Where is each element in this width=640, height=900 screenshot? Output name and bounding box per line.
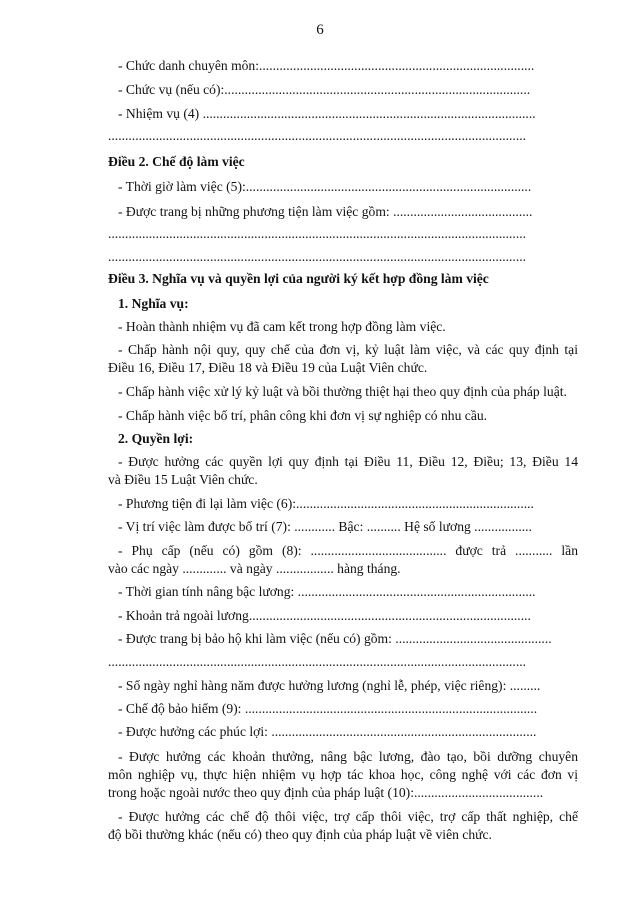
field-vi-tri-viec-lam: - Vị trí việc làm được bố trí (7): ............ Bậc: .......... Hệ số lương ................. [118, 519, 532, 534]
dotted-line: ........................................................................................................................... [108, 226, 527, 241]
field-phu-cap-cont: vào các ngày ............. và ngày ................. hàng tháng. [108, 561, 401, 576]
right-item: - Được hưởng các quyền lợi quy định tại Điều 11, Điều 12, Điều; 13, Điều 14 [118, 454, 578, 469]
heading-dieu-3: Điều 3. Nghĩa vụ và quyền lợi của người ký kết hợp đồng làm việc [108, 271, 489, 286]
heading-nghia-vu: 1. Nghĩa vụ: [118, 296, 189, 311]
field-phuc-loi: - Được hưởng các phúc lợi: .............................................................................. [118, 724, 537, 739]
obligation-item: - Hoàn thành nhiệm vụ đã cam kết trong hợp đồng làm việc. [118, 319, 446, 334]
heading-quyen-loi: 2. Quyền lợi: [118, 431, 194, 446]
field-phu-cap: - Phụ cấp (nếu có) gồm (8): ........................................ được trả ........... lần [118, 543, 578, 558]
field-chuc-danh: - Chức danh chuyên môn:................................................................................. [118, 58, 535, 73]
right-item: - Được hưởng các chế độ thôi việc, trợ cấp thôi việc, trợ cấp thất nghiệp, chế [118, 809, 578, 824]
dotted-line: ........................................................................................................................... [108, 249, 527, 264]
field-phuong-tien: - Được trang bị những phương tiện làm việc gồm: ......................................... [118, 204, 533, 219]
field-chuc-vu: - Chức vụ (nếu có):.......................................................................................... [118, 82, 531, 97]
obligation-item: - Chấp hành việc xử lý kỷ luật và bồi thường thiệt hại theo quy định của pháp luật. [118, 384, 567, 399]
field-nhiem-vu: - Nhiệm vụ (4) .................................................................................................. [118, 106, 536, 121]
field-phuong-tien-di-lai: - Phương tiện đi lại làm việc (6):...................................................................... [118, 496, 534, 511]
field-khoan-tra: - Khoản trả ngoài lương................................................................................... [118, 608, 531, 623]
right-item: - Được hưởng các khoản thưởng, nâng bậc lương, đào tạo, bồi dưỡng chuyên [118, 749, 578, 764]
right-item-cont: và Điều 15 Luật Viên chức. [108, 472, 258, 487]
field-nang-bac: - Thời gian tính nâng bậc lương: ...................................................................... [118, 584, 536, 599]
right-item-cont: độ bồi thường khác (nếu có) theo quy định của pháp luật về viên chức. [108, 827, 492, 842]
field-bao-hiem: - Chế độ bảo hiểm (9): ...................................................................................... [118, 701, 538, 716]
dotted-line: ........................................................................................................................... [108, 128, 527, 143]
field-ngay-nghi: - Số ngày nghỉ hàng năm được hưởng lương (nghỉ lễ, phép, việc riêng): ......... [118, 678, 541, 693]
obligation-item-cont: Điều 16, Điều 17, Điều 18 và Điều 19 của Luật Viên chức. [108, 360, 428, 375]
right-item-cont: trong hoặc ngoài nước theo quy định của pháp luật (10):...................................... [108, 785, 544, 800]
field-bao-ho: - Được trang bị bảo hộ khi làm việc (nếu có) gồm: .............................................. [118, 631, 552, 646]
dotted-line: ........................................................................................................................... [108, 654, 527, 669]
obligation-item: - Chấp hành nội quy, quy chế của đơn vị, kỷ luật làm việc, và các quy định tại [118, 342, 578, 357]
right-item-cont: môn nghiệp vụ, thực hiện nhiệm vụ hợp tác khoa học, công nghệ với các đơn vị [108, 767, 578, 782]
obligation-item: - Chấp hành việc bố trí, phân công khi đơn vị sự nghiệp có nhu cầu. [118, 408, 488, 423]
heading-dieu-2: Điều 2. Chế độ làm việc [108, 154, 245, 169]
page-number: 6 [316, 22, 324, 38]
field-thoi-gio: - Thời giờ làm việc (5):.................................................................................... [118, 179, 532, 194]
